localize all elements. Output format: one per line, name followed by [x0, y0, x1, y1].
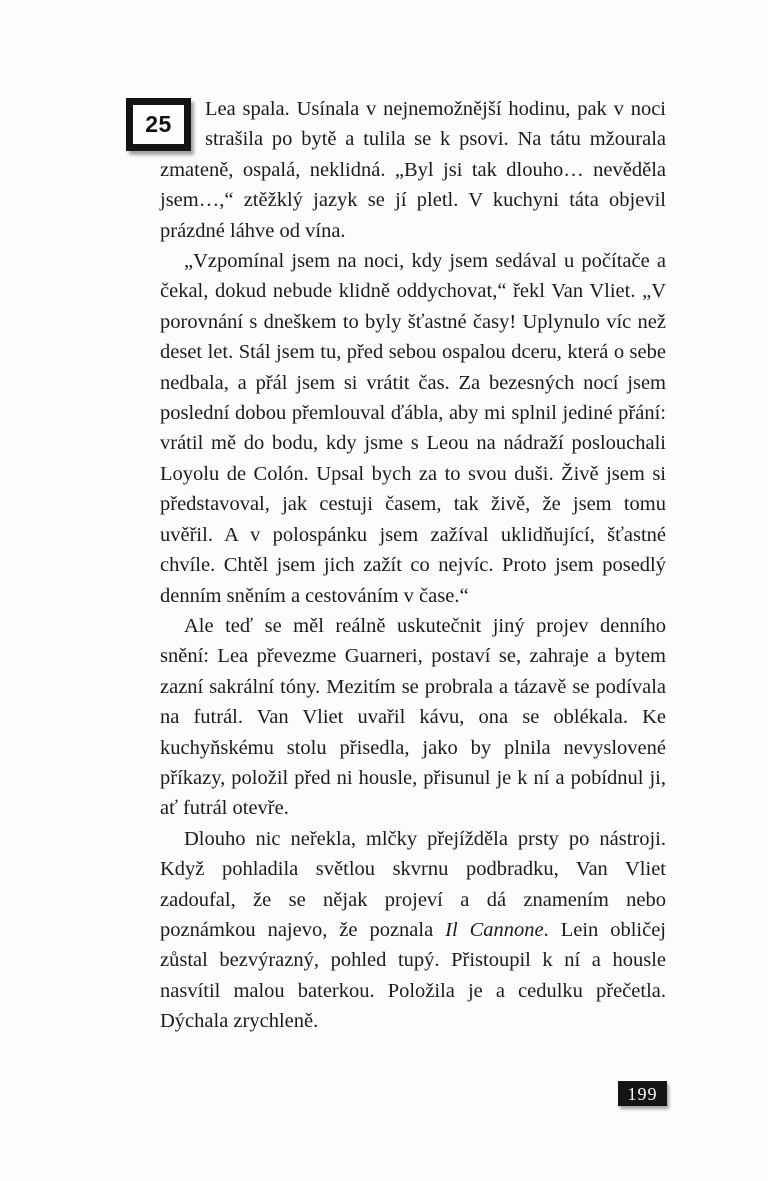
- paragraph-2: „Vzpomínal jsem na noci, kdy jsem sedával u počítače a čekal, dokud nebude klidně oddychovat,“ řekl Van Vliet. „V porovnání s dneškem to byly šťastné časy! Uplynulo víc než deset let. Stál jsem tu, před sebou ospalou dceru, která o sebe nedbala, a přál jsem si vrátit čas. Za bezesných nocí jsem poslední dobou přemlouval ďábla, aby mi splnil jediné přání: vrátil mě do bodu, kdy jsme s Leou na nádraží poslouchali Loyolu de Colón. Upsal bych za to svou duši. Živě jsem si představoval, jak cestuji časem, tak živě, že jsem tomu uvěřil. A v polospánku jsem zažíval uklidňující, šťastné chvíle. Chtěl jsem jich zažít co nejvíc. Proto jsem posedlý denním sněním a cestováním v čase.“: [160, 250, 666, 607]
- paragraph-4-text-pre: Dlouho nic neřekla, mlčky přejížděla prsty po nástroji. Když pohladila světlou skvrnu podbradku, Van Vliet zadoufal, že se nějak projeví a dá znamením nebo poznámkou najevo, že poznala: [160, 827, 666, 941]
- paragraph-3: Ale teď se měl reálně uskutečnit jiný projev denního snění: Lea převezme Guarneri, postaví se, zahraje a bytem zazní sakrální tóny. Mezitím se probrala a tázavě se podívala na futrál. Van Vliet uvařil kávu, ona se oblékala. Ke kuchyňskému stolu přisedla, jako by plnila nevyslovené příkazy, položil před ni housle, přisunul je k ní a pobídnul ji, ať futrál otevře.: [160, 614, 666, 820]
- chapter-number: 25: [145, 111, 172, 137]
- chapter-number-box: [126, 98, 191, 151]
- paragraph-4-text-post: . Lein obličej zůstal bezvýrazný, pohled tupý. Přistoupil k ní a housle nasvítil malou baterkou. Položila je a cedulku přečetla. Dýchala zrychleně.: [160, 918, 667, 1033]
- paragraph-4: [160, 824, 666, 1037]
- text-block: [145, 94, 667, 1037]
- page-number-badge: [618, 1081, 667, 1106]
- work-title-italic: Il Cannone: [445, 918, 544, 941]
- page-number: 199: [627, 1083, 658, 1104]
- paragraph-1: Lea spala. Usínala v nejnemožnější hodinu, pak v noci strašila po bytě a tulila se k psovi. Na tátu mžourala zmateně, ospalá, neklidná. „Byl jsi tak dlouho… nevěděla jsem…,“ ztěžklý jazyk se jí pletl. V kuchyni táta objevil prázdné láhve od vína.: [160, 98, 666, 242]
